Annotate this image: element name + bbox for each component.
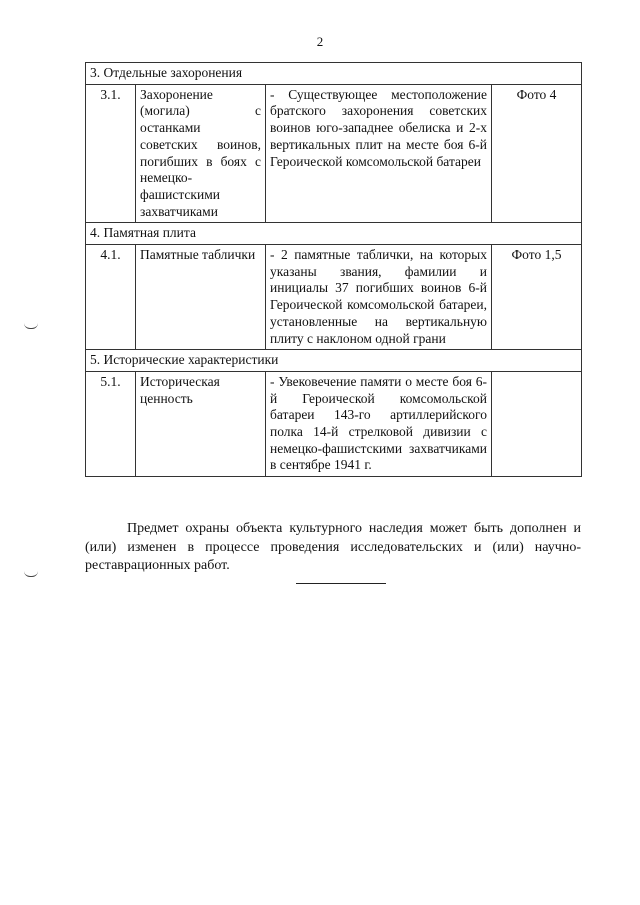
item-number: 3.1. xyxy=(86,84,136,223)
item-object: Памятные таблички xyxy=(136,245,266,350)
item-number: 4.1. xyxy=(86,245,136,350)
table-row xyxy=(86,371,582,476)
item-photo-ref xyxy=(492,371,582,476)
section-title: 3. Отдельные захоронения xyxy=(86,63,582,85)
end-divider xyxy=(296,583,386,584)
item-description: - 2 памятные таблички, на которых указаны звания, фамилии и инициалы 37 погибших воинов 6-й Героической комсомольской батареи, установленные на вертикальную плиту с наклоном одной грани xyxy=(266,245,492,350)
margin-mark xyxy=(24,571,38,577)
item-description: - Увековечение памяти о месте боя 6-й Героической комсомольской батареи 143-го артиллерийского полка 14-й стрелковой дивизии с немецко-фашистскими захватчиками в сентябре 1941 г. xyxy=(266,371,492,476)
margin-mark xyxy=(24,323,38,329)
item-description: - Существующее местоположение братского захоронения советских воинов юго-западнее обелиска и 2-х вертикальных плит на месте боя 6-й Героической комсомольской батареи xyxy=(266,84,492,223)
item-photo-ref: Фото 1,5 xyxy=(492,245,582,350)
item-object: Захоронение (могила) с останками советских воинов, погибших в боях с немецко-фашистскими захватчиками xyxy=(136,84,266,223)
item-photo-ref: Фото 4 xyxy=(492,84,582,223)
section-title: 4. Памятная плита xyxy=(86,223,582,245)
protection-subject-table xyxy=(85,62,582,477)
table-row xyxy=(86,84,582,223)
item-number: 5.1. xyxy=(86,371,136,476)
page-number: 2 xyxy=(316,34,324,49)
section-row xyxy=(86,223,582,245)
closing-paragraph: Предмет охраны объекта культурного наследия может быть дополнен и (или) изменен в процессе проведения исследовательских и (или) научно-реставрационных работ. xyxy=(85,521,581,573)
section-row xyxy=(86,63,582,85)
section-title: 5. Исторические характеристики xyxy=(86,350,582,372)
item-object: Историческая ценность xyxy=(136,371,266,476)
table-row xyxy=(86,245,582,350)
section-row xyxy=(86,350,582,372)
